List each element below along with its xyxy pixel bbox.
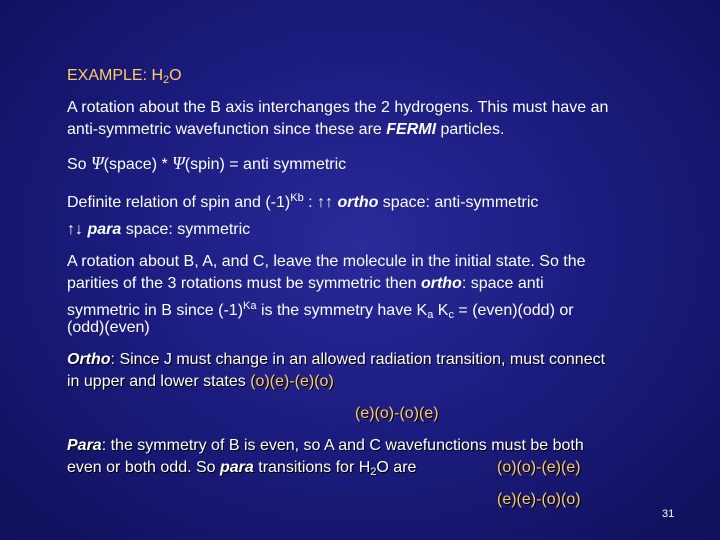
paragraph-5-line-2 (67, 274, 544, 294)
p3-text: Definite relation of spin and (-1) (67, 194, 291, 211)
title-text: EXAMPLE: H (67, 67, 164, 84)
p4-text: space: symmetric (121, 221, 251, 238)
fermi-emphasis: FERMI (386, 121, 437, 138)
p7-text-4: O are (376, 459, 417, 476)
para-emphasis: para (220, 459, 254, 476)
paragraph-6-line-2 (67, 372, 334, 392)
p5-text-5: is the symmetry have K (256, 302, 428, 319)
ortho-emphasis: ortho (420, 275, 462, 292)
p3-text-end: space: anti-symmetric (378, 194, 539, 211)
p5-text-7: = (even)(odd) or (453, 302, 574, 319)
paragraph-6-line-1 (67, 350, 605, 370)
psi-symbol: Ψ (172, 153, 185, 173)
p7-text-2: even or both odd. So (67, 459, 220, 476)
p2-so: So (67, 156, 92, 173)
ortho-transition-2-text: (e)(o)-(o)(e) (355, 405, 439, 422)
p7-text: : the symmetry of B is even, so A and C wavefunctions must be both (101, 437, 584, 454)
paragraph-7-line-1 (67, 436, 584, 456)
p5-subscript-a: a (427, 309, 434, 321)
p5-subscript-c: c (448, 309, 454, 321)
p2-space: (space) * (103, 156, 173, 173)
p7-text-3: transitions for H (253, 459, 371, 476)
paragraph-3 (67, 188, 538, 213)
p1-text: A rotation about the B axis interchanges the 2 hydrogens. This must have an (67, 99, 609, 116)
p6-text: : Since J must change in an allowed radiation transition, must connect (110, 351, 606, 368)
p5-text-3: : space anti (461, 275, 544, 292)
paragraph-7-line-2 (67, 458, 416, 482)
paragraph-4 (67, 220, 250, 240)
para-transition-1-text: (o)(o)-(e)(e) (497, 459, 581, 476)
page-number: 31 (662, 508, 675, 520)
p3-arrows: : ↑↑ (303, 194, 338, 211)
p4-arrows: ↑↓ (67, 221, 88, 238)
para-transition-2 (497, 490, 581, 510)
paragraph-5-line-4 (67, 318, 150, 338)
ortho-heading: Ortho (67, 351, 111, 368)
p1-text-2: anti-symmetric wavefunction since these are (67, 121, 387, 138)
psi-symbol: Ψ (91, 153, 104, 173)
p3-superscript: Kb (290, 192, 304, 204)
paragraph-1-line-1 (67, 98, 608, 118)
para-emphasis: para (87, 221, 122, 238)
p5-text-8: (odd)(even) (67, 319, 150, 336)
para-heading: Para (67, 437, 102, 454)
p5-superscript: Ka (243, 300, 257, 312)
p5-text: A rotation about B, A, and C, leave the molecule in the initial state. So the (67, 253, 586, 270)
p5-text-4: symmetric in B since (-1) (67, 302, 244, 319)
paragraph-2 (67, 153, 346, 175)
title-subscript: 2 (163, 74, 170, 86)
slide-title (67, 66, 182, 90)
p6-text-2: in upper and lower states (67, 373, 251, 390)
p2-spin: (spin) = anti symmetric (184, 156, 347, 173)
paragraph-5-line-1 (67, 252, 586, 272)
ortho-transition-1: (o)(e)-(e)(o) (250, 373, 334, 390)
ortho-transition-2 (355, 404, 439, 424)
p7-subscript: 2 (370, 466, 377, 478)
p5-text-6: K (433, 302, 449, 319)
paragraph-1-line-2 (67, 120, 505, 140)
title-text-end: O (169, 67, 182, 84)
para-transition-1 (497, 458, 581, 478)
para-transition-2-text: (e)(e)-(o)(o) (497, 491, 581, 508)
ortho-emphasis: ortho (337, 194, 379, 211)
p5-text-2: parities of the 3 rotations must be symmetric then (67, 275, 421, 292)
p1-text-3: particles. (436, 121, 505, 138)
